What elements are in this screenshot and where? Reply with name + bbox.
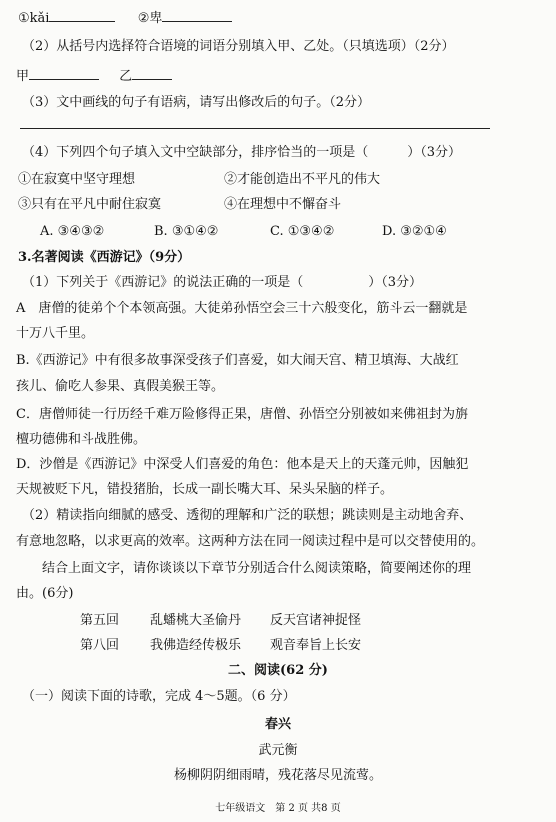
chapter-5-title-1: 乱蟠桃大圣偷丹 [150, 613, 242, 628]
s3-option-b-line1[interactable]: B.《西游记》中有很多故事深受孩子们喜爱，如大闹天宫、精卫填海、大战红 [16, 353, 459, 368]
q1-item2: ②卑 [137, 11, 163, 26]
chapter-8-num: 第八回 [80, 638, 120, 653]
q4-sentence-3: ③只有在平凡中耐住寂寞 [18, 197, 162, 212]
q2-jia-blank[interactable] [29, 66, 99, 80]
s3-q2-para-1: （2）精读指向细腻的感受、透彻的理解和广泛的联想；跳读则是主动地舍弃、 [22, 508, 473, 523]
q3-answer-line[interactable] [20, 128, 490, 129]
part2-title: 二、阅读(62 分) [228, 663, 328, 678]
q2-text: （2）从括号内选择符合语境的词语分别填入甲、乙处。（只填选项）（2分） [22, 39, 455, 54]
s3-option-c-line2: 檀功德佛和斗战胜佛。 [16, 432, 147, 447]
part2-q1-text: （一）阅读下面的诗歌，完成 4～5题。（6 分） [22, 689, 296, 704]
s3-option-b-line2: 孩儿、偷吃人参果、真假美猴王等。 [16, 379, 225, 394]
q4-text: （4）下列四个句子填入文中空缺部分，排序恰当的一项是（ ）（3分） [22, 145, 462, 160]
q4-option-d[interactable]: D. ③②①④ [382, 224, 447, 239]
poem-line-1: 杨柳阴阴细雨晴，残花落尽见流莺。 [173, 768, 382, 783]
q4-option-a[interactable]: A. ③④③② [40, 224, 105, 239]
section3-title: 3.名著阅读《西游记》（9分） [18, 250, 191, 265]
chapter-5-title-2: 反天宫诸神捉怪 [270, 613, 362, 628]
chapter-8-title-2: 观音奉旨上长安 [270, 638, 362, 653]
s3-option-a-line2: 十万八千里。 [16, 326, 95, 341]
poem-author: 武元衡 [258, 743, 298, 758]
s3-option-d-line1[interactable]: D．沙僧是《西游记》中深受人们喜爱的角色：他本是天上的天蓬元帅，因触犯 [16, 457, 469, 472]
q3-text: （3）文中画线的句子有语病，请写出修改后的句子。（2分） [22, 95, 371, 110]
chapter-8-title-1: 我佛造经传极乐 [150, 638, 242, 653]
q4-sentence-4: ④在理想中不懈奋斗 [224, 197, 342, 212]
s3-q2-para-4: 由。(6分) [16, 586, 74, 601]
s3-option-c-line1[interactable]: C．唐僧师徒一行历经千难万险修得正果，唐僧、孙悟空分别被如来佛祖封为旃 [16, 407, 468, 422]
q4-option-b[interactable]: B. ③①④② [154, 224, 219, 239]
q2-jia-label: 甲 [16, 69, 30, 84]
q4-sentence-1: ①在寂寞中坚守理想 [18, 172, 136, 187]
poem-title: 春兴 [264, 717, 291, 732]
q2-fill-line [16, 66, 172, 86]
s3-q1-text: （1）下列关于《西游记》的说法正确的一项是（ ）（3分） [22, 275, 423, 290]
s3-q2-para-2: 有意地忽略，以求更高的效率。这两种方法在同一阅读过程中是可以交替使用的。 [16, 534, 485, 549]
q1-blank-1[interactable] [49, 8, 115, 22]
q4-option-c[interactable]: C. ①③④② [270, 224, 335, 239]
q1-item1: ①kǎi [18, 11, 50, 26]
q2-yi-label: 乙 [119, 69, 133, 84]
s3-q2-para-3: 结合上面文字，请你谈谈以下章节分别适合什么阅读策略，简要阐述你的理 [16, 561, 472, 576]
chapter-5-num: 第五回 [80, 613, 120, 628]
q1-blank-2[interactable] [162, 8, 232, 22]
s3-option-d-line2: 天规被贬下凡，错投猪胎，长成一副长嘴大耳、呆头呆脑的样子。 [16, 482, 394, 497]
q2-yi-blank[interactable] [132, 66, 172, 80]
page-footer: 七年级语文 第 2 页 共8 页 [215, 803, 341, 814]
q4-sentence-2: ②才能创造出不平凡的伟大 [224, 172, 381, 187]
s3-option-a-line1[interactable]: A 唐僧的徒弟个个本领高强。大徒弟孙悟空会三十六般变化，筋斗云一翻就是 [16, 301, 468, 316]
q1-line [18, 8, 232, 28]
